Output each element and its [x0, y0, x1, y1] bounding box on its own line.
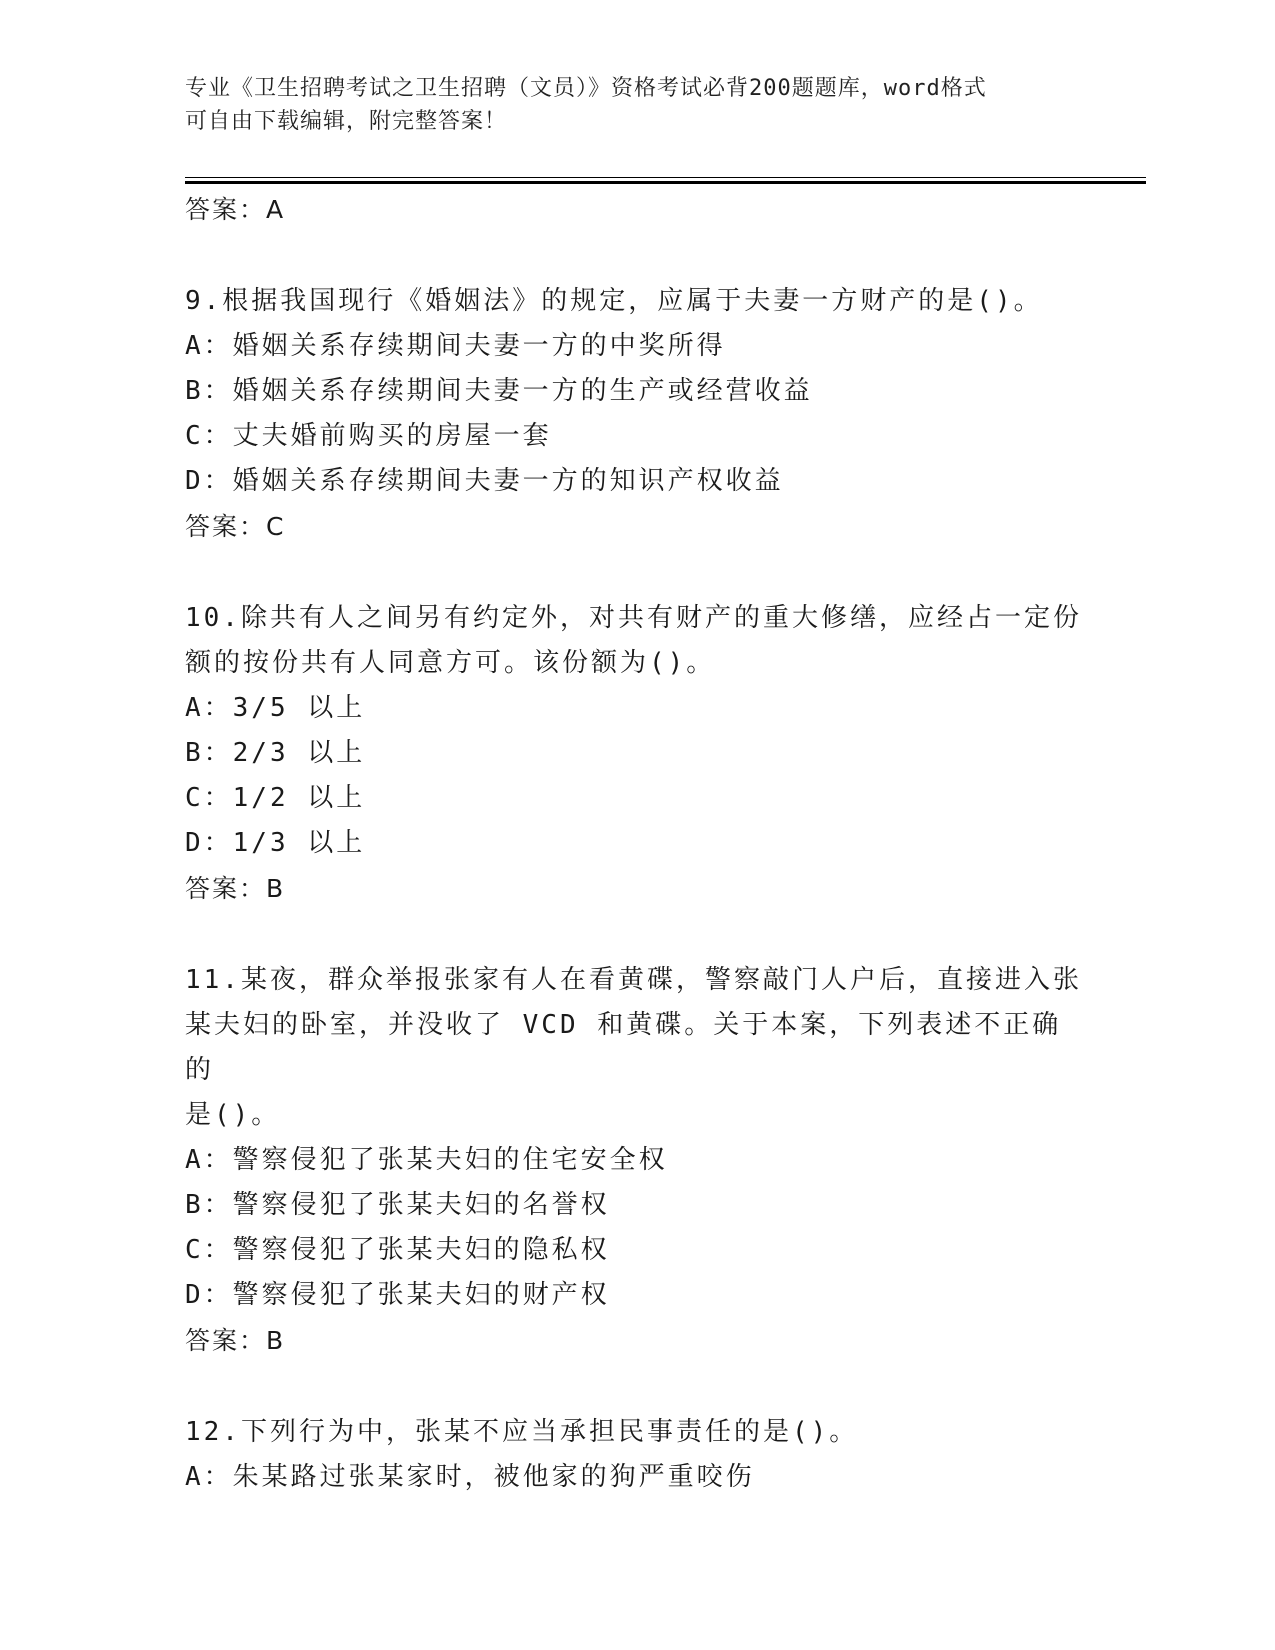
- spacer: [185, 1363, 1085, 1410]
- option-b: B：2/3 以上: [185, 738, 366, 768]
- answer-line: 答案：A: [185, 195, 286, 224]
- header-rule-thin: [185, 177, 1146, 178]
- spacer: [185, 232, 1085, 279]
- option-a: A：朱某路过张某家时，被他家的狗严重咬伤: [185, 1462, 755, 1492]
- header-line-2: 可自由下载编辑，附完整答案！: [185, 109, 508, 134]
- document-header: [185, 72, 1075, 138]
- document-body: [185, 187, 1085, 1500]
- option-c: C：警察侵犯了张某夫妇的隐私权: [185, 1235, 610, 1265]
- answer-line: 答案：B: [185, 1326, 286, 1355]
- question-text: 是()。: [185, 1100, 281, 1130]
- option-a: A：3/5 以上: [185, 693, 366, 723]
- question-text: 10.除共有人之间另有约定外，对共有财产的重大修缮，应经占一定份: [185, 603, 1082, 633]
- question-block: [185, 958, 1085, 1363]
- option-b: B：婚姻关系存续期间夫妻一方的生产或经营收益: [185, 376, 813, 406]
- header-rule-thick: [185, 181, 1146, 184]
- question-block: [185, 279, 1085, 549]
- spacer: [185, 549, 1085, 596]
- option-d: D：警察侵犯了张某夫妇的财产权: [185, 1280, 610, 1310]
- answer-line: 答案：C: [185, 512, 286, 541]
- header-line-1: 专业《卫生招聘考试之卫生招聘（文员）》资格考试必背200题题库，word格式: [185, 76, 987, 101]
- question-text: 9.根据我国现行《婚姻法》的规定，应属于夫妻一方财产的是()。: [185, 286, 1043, 316]
- answer-line: 答案：B: [185, 874, 286, 903]
- question-block: [185, 1410, 1085, 1500]
- option-a: A：婚姻关系存续期间夫妻一方的中奖所得: [185, 331, 726, 361]
- option-c: C：1/2 以上: [185, 783, 366, 813]
- question-text: 11.某夜，群众举报张家有人在看黄碟，警察敲门人户后，直接进入张: [185, 965, 1082, 995]
- option-b: B：警察侵犯了张某夫妇的名誉权: [185, 1190, 610, 1220]
- option-d: D：1/3 以上: [185, 828, 366, 858]
- question-block: [185, 596, 1085, 911]
- question-text: 额的按份共有人同意方可。该份额为()。: [185, 648, 716, 678]
- option-c: C：丈夫婚前购买的房屋一套: [185, 421, 552, 451]
- option-d: D：婚姻关系存续期间夫妻一方的知识产权收益: [185, 466, 784, 496]
- question-text: 某夫妇的卧室，并没收了 VCD 和黄碟。关于本案，下列表述不正确的: [185, 1010, 1062, 1085]
- option-a: A：警察侵犯了张某夫妇的住宅安全权: [185, 1145, 668, 1175]
- spacer: [185, 911, 1085, 958]
- question-text: 12.下列行为中，张某不应当承担民事责任的是()。: [185, 1417, 859, 1447]
